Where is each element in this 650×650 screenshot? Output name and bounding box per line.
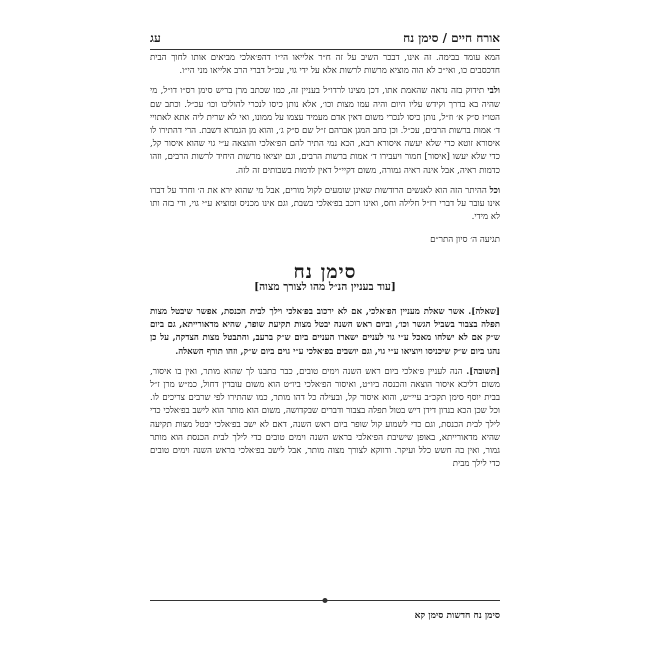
paragraph-3-lead-word: וכל	[489, 185, 501, 196]
paragraph-2-text: תידוק בזה נראה שהאמת אתו, דכן מצינו לרדו״ל בעניין זה, כמו שכתב מרן בריש סימן רס״ו דו״ל, מי שהיה בא בדרך וקידש עליו היום והיה עמו מצות וכו׳, אלא נותן כיסו לנכרי להוליכו וכו׳ עכ״ל. וכתב שם הטו״ז ס״ק א׳ וז״ל, נותן כיסו לנכרי משום דאין אדם מעמיד עצמו על ממונו, ואי לא שרית ליה אתא לאתויי ד׳ אמות ברשות הרבים, עכ״ל. וכן כתב המגן אברהם ז״ל שם ס״ק ג׳, והוא מן הגמרא דשבת. הרי דהתירו לו איסורא זוטא כדי שלא יעשה איסורא רבא, הכא נמי התיר להם הפ׳אלכי והוצאה ע״י גוי שהוא איסור קל, כדי שלא יעשו [איסור] חמור ויעבירו ד׳ אמות ברשות הרבים, וגם יוציאו מרשות היחיד לרשות הרבים, וזהו כדמות ראיה, אבל אינה ראיה גמורה, משום דקיי״ל דאין לדמות בשבותים זה לזה.	[150, 86, 500, 176]
running-header	[150, 24, 500, 50]
question-label: [שאלה].	[468, 307, 500, 318]
page-number: עג	[150, 31, 161, 45]
divider-ornament	[323, 598, 328, 603]
paragraph-3	[150, 185, 500, 225]
section-subtitle: [עוד בעניין הנ״ל מהו לצורך מצוה]	[254, 280, 396, 293]
question-text: אשר שאלת מעניין הפ׳אלכי, אם לא ירכוב בפ׳אלכי וילך לבית הכנסת, אפשר שיבטל מצות תפלה בצבור בשביל הגשר וכו׳, וביום ראש השנה יבטל מצות תקיעת שופר, שהיא מדאורייתא, גם ביום ש״ק אם לא ישלחו מאכל ע״י גוי לעניים ישארו העניים ביום ש״ק ברעב, והתבטל מצות הצדקה, על כן נהגו ביום ש״ק שיכניסו ויוציאו ע״י גוי, וגם יושבים בפ׳אלכי ע״י גוים ביום ש״ק, וזהו תורף השאלה.	[150, 307, 500, 357]
answer-label: [תשובה].	[466, 366, 501, 377]
footer-divider	[150, 600, 500, 601]
signature-date: תגיעה ה׳ סיון התר״ם	[430, 235, 500, 246]
header-title: אורח חיים / סימן נח	[403, 31, 500, 45]
section-title: סימן נח	[293, 260, 357, 283]
answer-paragraph	[150, 366, 500, 472]
paragraph-2	[150, 85, 500, 177]
running-footer: סימן נח חדשות סימן קא	[414, 611, 500, 621]
page-body	[150, 52, 500, 478]
paragraph-1: המא עומד בבימה. זה אינו, דבכר השיב על זה ח״ר אלייאו הי״ו דהפ׳אלכי מביאים אותו לחוך הבית חדכסבים כו, ואי״כ לא הוה מוציא מרשות לרשות אלא על ידי גוי, עכ״ל דברי הרב אלייאו מני הי״ו.	[150, 53, 500, 77]
question-paragraph	[150, 306, 500, 359]
paragraph-2-lead-word: ולבי	[487, 86, 500, 97]
paragraph-3-text: ההיתר הזה הוא לאנשים הרודשות שאינן שומעים לקול מורים, אבל מי שהוא ירא את ה׳ וחרד על דברו אינו עובר על דברי רז״ל חלילה וחס, ואינו רוכב בפ׳אלכי בשבת, וגם אינו מכניס ומוציא ע״י גוי, ודי בזה ותו לא מידי.	[150, 185, 500, 223]
answer-text: הנה לעניין פ׳אלכי ביום ראש השנה וימים טובים, כבר כתבנו לך שהוא מותר, ואין בו איסור, משום דליכא איסור הוצאה והכנסה ביו״ט, ואיסור הפ׳אלכי ביו״ט הוא משום עובדין דחול, כמ״ש מרן ז״ל בבית יוסף סימן תקכ״ב עיי״ש, והוא איסור קל, ובעילה כל דהו מותר, כמו שהתירו לפי שרבים צריכים לו. וכל שכן הכא בנדון דידן דיש בטול תפלה בצבור ודברים שבקדושה, משום הוא מותר הוא לישב בפ׳אלכי כדי לילך לבית הכנסת, וגם כדי לשמוע קול שופר ביום ראש השנה, דאם לא ישב בפ׳אלכי יבטל מצות תקיעה שהיא מדאורייתא, באופן שישיבת הפ׳אלכי בראש השנה וימים טובים כדי לילך לבית הכנסת הוא מותר גמור, ואין בה חשש כלל ועיקר. ודווקא לצורך מצוה מותר, אבל לישב בפ׳אלכי בראש השנה וימים טובים כדי לילך מבית	[150, 366, 500, 470]
